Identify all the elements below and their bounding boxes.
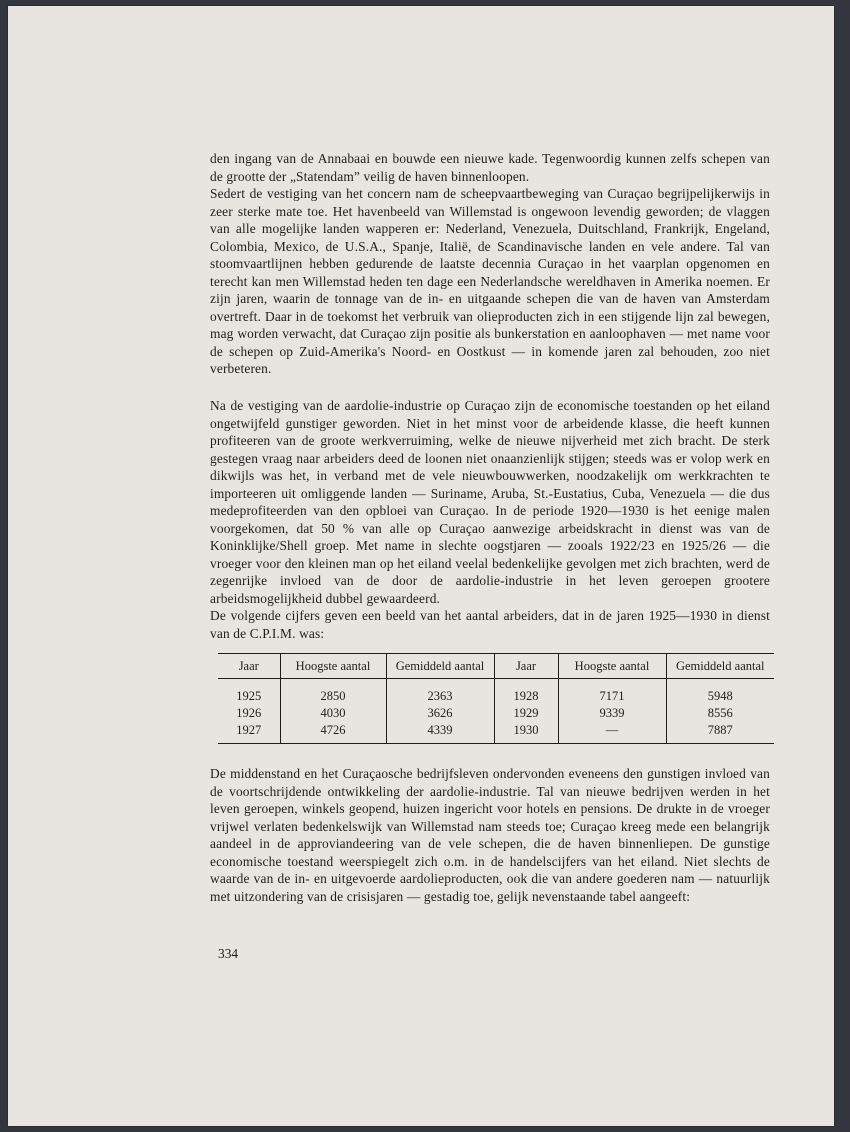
table-cell: 1925 xyxy=(236,689,262,703)
table-cell: 7171 xyxy=(558,679,666,706)
table-cell: 4339 xyxy=(386,722,494,744)
workers-table xyxy=(218,653,774,744)
table-cell: 2850 xyxy=(280,679,386,706)
page-number: 334 xyxy=(218,946,239,961)
paragraph: De volgende cijfers geven een beeld van het aantal arbeiders, dat in de jaren 1925—1930 in dienst van de C.P.I.M. was: xyxy=(210,608,770,641)
column-header: Hoogste aantal xyxy=(280,654,386,679)
table-header-row xyxy=(218,654,774,679)
table-cell: 1928 xyxy=(494,679,558,706)
column-header: Gemiddeld aantal xyxy=(666,654,774,679)
text-section-middle xyxy=(210,397,770,642)
table-cell: 1930 xyxy=(494,722,558,744)
column-header: Hoogste aantal xyxy=(558,654,666,679)
table-cell: — xyxy=(558,722,666,744)
paragraph: Na de vestiging van de aardolie-industrie op Curaçao zijn de economische toestanden op het eiland ongetwijfeld gunstiger geworden. Niet in het minst voor de arbeidende klasse, die heeft kunnen profiteeren van de groote werkverruiming, welke de nieuwe nijverheid met zich bracht. De sterk gestegen vraag naar arbeiders deed de loonen niet onaanzienlijk stijgen; steeds was er volop werk en dikwijls was het, in verband met de vele nieuwbouwwerken, noodzakelijk om werkkrachten te importeeren uit omliggende landen — Suriname, Aruba, St.-Eustatius, Cuba, Venezuela — die dus medeprofiteerden van den opbloei van Curaçao. In de periode 1920—1930 is het eenige malen voorgekomen, dat 50 % van alle op Curaçao aanwezige arbeidskracht in dienst was van de Koninklijke/Shell groep. Met name in slechte oogstjaren — zooals 1922/23 en 1925/26 — die vroeger voor den kleinen man op het eiland veelal bedenkelijke gevolgen met zich brachten, werd de zegenrijke invloed van de door de aardolie-industrie in het leven geroepen grootere arbeidsmogelijkheid dubbel gewaardeerd. xyxy=(210,398,770,606)
table-cell: 4030 xyxy=(280,705,386,722)
column-header: Jaar xyxy=(494,654,558,679)
text-section-top xyxy=(210,150,770,378)
table-row xyxy=(218,722,774,744)
table-cell: 9339 xyxy=(558,705,666,722)
table-cell: 1929 xyxy=(494,705,558,722)
table-row xyxy=(218,705,774,722)
table-cell: 3626 xyxy=(386,705,494,722)
table-cell: 7887 xyxy=(666,722,774,744)
table-cell: 1927 xyxy=(218,722,280,744)
table-cell: 5948 xyxy=(666,679,774,706)
table-cell: 4726 xyxy=(280,722,386,744)
paragraph: De middenstand en het Curaçaosche bedrijfsleven ondervonden eveneens den gunstigen invloed van de voortschrijdende ontwikkeling der aardolie-industrie. Tal van nieuwe bedrijven werden in het leven geroepen, winkels geopend, huizen ingericht voor hotels en pensions. De drukte in de vroeger vrijwel verlaten bedenkelswijk van Willemstad nam steeds toe; Curaçao kreeg mede een belangrijk aandeel in de approviandeering van de vele schepen, die de haven binnenliepen. De gunstige economische toestand weerspiegelt zich o.m. in de handelscijfers van het eiland. Niet slechts de waarde van de in- en uitgevoerde aardolieproducten, ook die van andere goederen nam — natuurlijk met uitzondering van de crisisjaren — gestadig toe, gelijk nevenstaande tabel aangeeft: xyxy=(210,766,770,904)
table-cell: 8556 xyxy=(666,705,774,722)
column-header: Gemiddeld aantal xyxy=(386,654,494,679)
text-section-bottom xyxy=(210,765,770,905)
paragraph: den ingang van de Annabaai en bouwde een nieuwe kade. Tegenwoordig kunnen zelfs schepen van de grootte der „Statendam” veilig de haven binnenloopen. xyxy=(210,151,770,184)
column-header: Jaar xyxy=(218,654,280,679)
table-cell: 1926 xyxy=(236,706,262,720)
paragraph: Sedert de vestiging van het concern nam de scheepvaartbeweging van Curaçao begrijpelijkerwijs in zeer sterke mate toe. Het havenbeeld van Willemstad is ongewoon levendig geworden; de vlaggen van alle mogelijke landen wapperen er: Nederland, Venezuela, Duitschland, Frankrijk, Engeland, Colombia, Mexico, de U.S.A., Spanje, Italië, de Scandinavische landen en vele andere. Tal van stoomvaartlijnen hebben gedurende de laatste decennia Curaçao in het vaarplan opgenomen en terecht kan men Willemstad heden ten dage een Nederlandsche wereldhaven in Amerika noemen. Er zijn jaren, waarin de tonnage van de in- en uitgaande schepen die van de haven van Amsterdam overtreft. Daar in de toekomst het verbruik van olieproducten zich in een stijgende lijn zal bewegen, mag worden verwacht, dat Curaçao zijn positie als bunkerstation en aanloophaven — met name voor de schepen op Zuid-Amerika's Noord- en Oostkust — in komende jaren zal behouden, zoo niet verbeteren. xyxy=(210,186,770,376)
table-cell: 2363 xyxy=(386,679,494,706)
table-row xyxy=(218,679,774,706)
